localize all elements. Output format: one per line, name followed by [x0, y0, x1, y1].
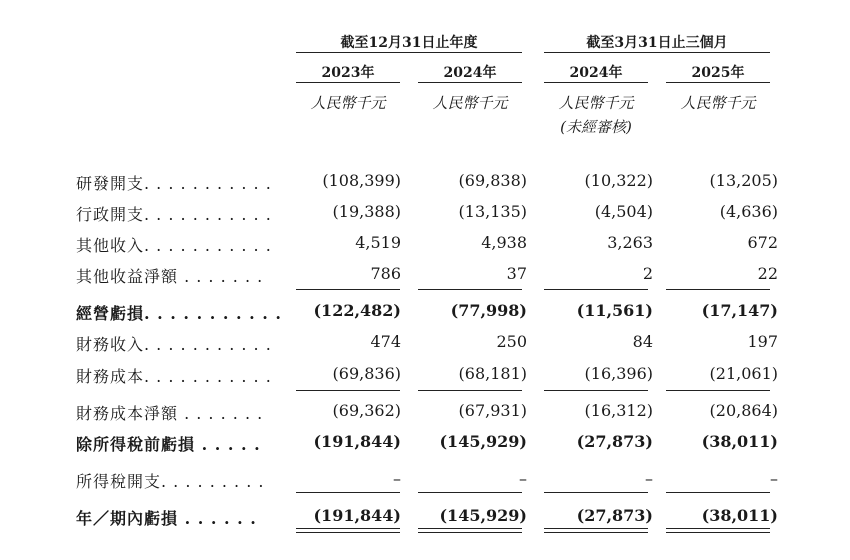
year-rule-4 [666, 82, 770, 83]
value-cell: 786 [370, 264, 401, 283]
year-rule-2 [418, 82, 522, 83]
year-header-2024-q: 2024年 [569, 65, 623, 81]
value-cell: (191,844) [313, 506, 401, 525]
value-cell: 197 [747, 332, 778, 351]
value-cell: (10,322) [584, 171, 653, 190]
value-cell: (4,636) [719, 202, 778, 221]
value-cell: – [393, 469, 401, 488]
row-label: 研發開支. . . . . . . . . . . [76, 174, 272, 193]
group-rule-fiscal-year [296, 52, 522, 53]
value-cell: – [645, 469, 653, 488]
value-cell: (145,929) [439, 432, 527, 451]
value-cell: (16,396) [584, 364, 653, 383]
value-cell: (13,205) [709, 171, 778, 190]
subtotal-rule [418, 492, 522, 493]
group-header-three-months: 截至3月31日止三個月 [586, 35, 728, 51]
unit-label-3: 人民幣千元 [558, 94, 634, 112]
value-cell: 474 [370, 332, 401, 351]
total-double-rule [296, 532, 400, 533]
row-label: 其他收入. . . . . . . . . . . [76, 236, 272, 255]
value-cell: (122,482) [313, 301, 401, 320]
total-double-rule [666, 528, 770, 529]
group-header-fiscal-year: 截至12月31日止年度 [340, 35, 478, 51]
value-cell: 84 [632, 332, 653, 351]
value-cell: (17,147) [701, 301, 778, 320]
unit-label-1: 人民幣千元 [310, 94, 386, 112]
value-cell: 672 [747, 233, 778, 252]
value-cell: 2 [642, 264, 653, 283]
row-label: 經營虧損. . . . . . . . . . . [76, 304, 282, 323]
value-cell: (108,399) [322, 171, 401, 190]
unaudited-note: (未經審核) [560, 118, 632, 136]
group-rule-three-months [544, 52, 770, 53]
value-cell: (27,873) [576, 432, 653, 451]
row-label: 年／期內虧損 . . . . . . [76, 509, 257, 528]
total-double-rule [418, 532, 522, 533]
value-cell: 3,263 [607, 233, 653, 252]
value-cell: (21,061) [709, 364, 778, 383]
value-cell: (27,873) [576, 506, 653, 525]
value-cell: 4,519 [355, 233, 401, 252]
subtotal-rule [296, 390, 400, 391]
unit-label-2: 人民幣千元 [432, 94, 508, 112]
row-label: 行政開支. . . . . . . . . . . [76, 205, 272, 224]
value-cell: (69,836) [332, 364, 401, 383]
value-cell: (38,011) [701, 506, 778, 525]
value-cell: (69,362) [332, 401, 401, 420]
total-double-rule [666, 532, 770, 533]
subtotal-rule [544, 289, 648, 290]
value-cell: (19,388) [332, 202, 401, 221]
value-cell: 4,938 [481, 233, 527, 252]
year-rule-1 [296, 82, 400, 83]
value-cell: (16,312) [584, 401, 653, 420]
subtotal-rule [666, 492, 770, 493]
row-label: 財務收入. . . . . . . . . . . [76, 335, 272, 354]
value-cell: (145,929) [439, 506, 527, 525]
unit-label-4: 人民幣千元 [680, 94, 756, 112]
year-rule-3 [544, 82, 648, 83]
value-cell: (191,844) [313, 432, 401, 451]
value-cell: 250 [496, 332, 527, 351]
subtotal-rule [544, 492, 648, 493]
total-double-rule [418, 528, 522, 529]
value-cell: (69,838) [458, 171, 527, 190]
value-cell: (4,504) [594, 202, 653, 221]
year-header-2025-q: 2025年 [691, 65, 745, 81]
year-header-2023: 2023年 [321, 65, 375, 81]
subtotal-rule [418, 289, 522, 290]
row-label: 其他收益淨額 . . . . . . . [76, 267, 264, 286]
subtotal-rule [418, 390, 522, 391]
value-cell: (11,561) [576, 301, 653, 320]
value-cell: – [519, 469, 527, 488]
value-cell: (67,931) [458, 401, 527, 420]
row-label: 所得稅開支. . . . . . . . . [76, 472, 265, 491]
value-cell: – [770, 469, 778, 488]
subtotal-rule [666, 390, 770, 391]
total-double-rule [544, 528, 648, 529]
value-cell: (20,864) [709, 401, 778, 420]
value-cell: 37 [506, 264, 527, 283]
year-header-2024-fy: 2024年 [443, 65, 497, 81]
row-label: 財務成本淨額 . . . . . . . [76, 404, 264, 423]
value-cell: (77,998) [450, 301, 527, 320]
total-double-rule [296, 528, 400, 529]
subtotal-rule [296, 492, 400, 493]
row-label: 財務成本. . . . . . . . . . . [76, 367, 272, 386]
total-double-rule [544, 532, 648, 533]
subtotal-rule [296, 289, 400, 290]
value-cell: (68,181) [458, 364, 527, 383]
value-cell: (13,135) [458, 202, 527, 221]
value-cell: (38,011) [701, 432, 778, 451]
subtotal-rule [666, 289, 770, 290]
row-label: 除所得稅前虧損 . . . . . [76, 435, 261, 454]
subtotal-rule [544, 390, 648, 391]
value-cell: 22 [757, 264, 778, 283]
